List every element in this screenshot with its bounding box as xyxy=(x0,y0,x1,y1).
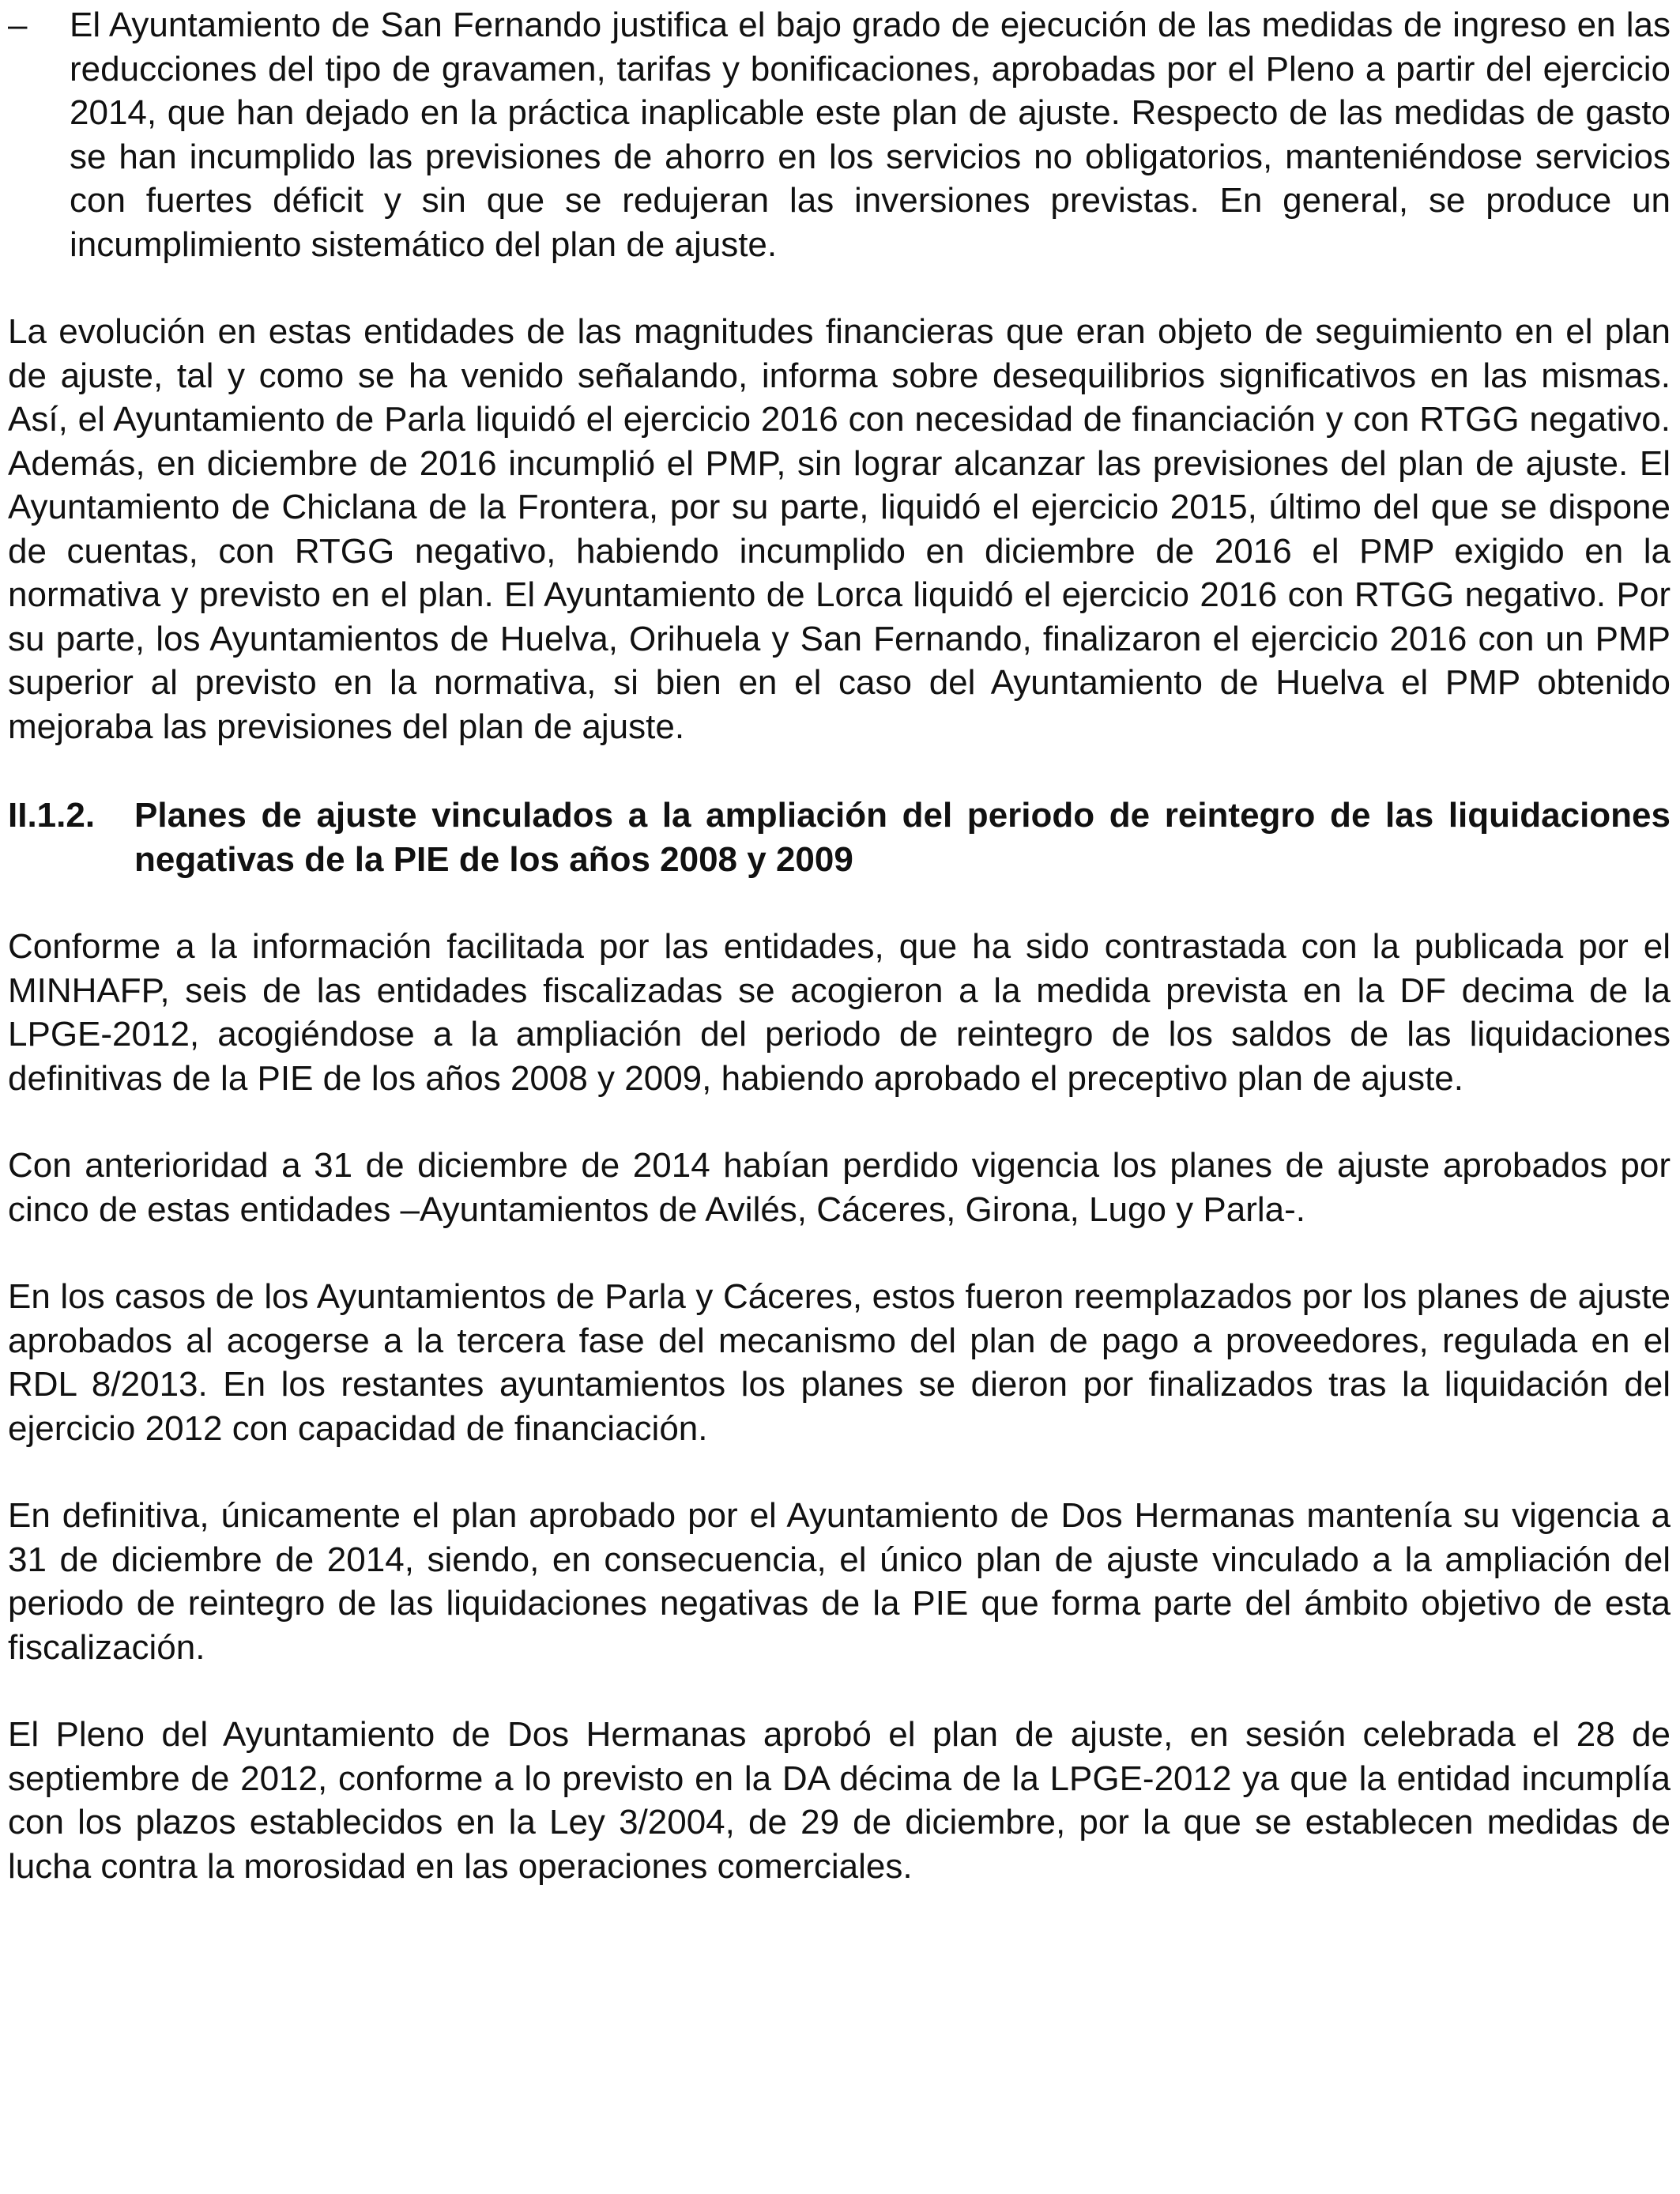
paragraph-anterioridad: Con anterioridad a 31 de diciembre de 2014 habían perdido vigencia los planes de ajuste aprobados por cinco de estas entidades –Ayuntamientos de Avilés, Cáceres, Girona, Lugo y Parla-. xyxy=(8,1146,1671,1229)
section-heading xyxy=(8,794,1671,881)
paragraph-financial-evolution: La evolución en estas entidades de las magnitudes financieras que eran objeto de seguimiento en el plan de ajuste, tal y como se ha venido señalando, informa sobre desequilibrios significativos en las mismas. Así, el Ayuntamiento de Parla liquidó el ejercicio 2016 con necesidad de financiación y con RTGG negativo. Además, en diciembre de 2016 incumplió el PMP, sin lograr alcanzar las previsiones del plan de ajuste. El Ayuntamiento de Chiclana de la Frontera, por su parte, liquidó el ejercicio 2015, último del que se dispone de cuentas, con RTGG negativo, habiendo incumplido en diciembre de 2016 el PMP exigido en la normativa y previsto en el plan. El Ayuntamiento de Lorca liquidó el ejercicio 2016 con RTGG negativo. Por su parte, los Ayuntamientos de Huelva, Orihuela y San Fernando, finalizaron el ejercicio 2016 con un PMP superior al previsto en la normativa, si bien en el caso del Ayuntamiento de Huelva el PMP obtenido mejoraba las previsiones del plan de ajuste. xyxy=(8,312,1671,746)
paragraph-conforme: Conforme a la información facilitada por las entidades, que ha sido contrastada con la publicada por el MINHAFP, seis de las entidades fiscalizadas se acogieron a la medida prevista en la DF decima de la LPGE-2012, acogiéndose a la ampliación del periodo de reintegro de los saldos de las liquidaciones definitivas de la PIE de los años 2008 y 2009, habiendo aprobado el preceptivo plan de ajuste. xyxy=(8,927,1671,1098)
bullet-dash: – xyxy=(8,6,28,44)
bullet-text: El Ayuntamiento de San Fernando justifica el bajo grado de ejecución de las medidas de ingreso en las reducciones del tipo de gravamen, tarifas y bonificaciones, aprobadas por el Pleno a partir del ejercicio 2014, que han dejado en la práctica inaplicable este plan de ajuste. Respecto de las medidas de gasto se han incumplido las previsiones de ahorro en los servicios no obligatorios, manteniéndose servicios con fuertes déficit y sin que se redujeran las inversiones previstas. En general, se produce un incumplimiento sistemático del plan de ajuste. xyxy=(70,6,1671,264)
section-title: Planes de ajuste vinculados a la ampliación del periodo de reintegro de las liquidaciones negativas de la PIE de los años 2008 y 2009 xyxy=(134,796,1671,879)
bullet-item xyxy=(8,3,1671,266)
paragraph-definitiva: En definitiva, únicamente el plan aprobado por el Ayuntamiento de Dos Hermanas mantenía su vigencia a 31 de diciembre de 2014, siendo, en consecuencia, el único plan de ajuste vinculado a la ampliación del periodo de reintegro de las liquidaciones negativas de la PIE que forma parte del ámbito objetivo de esta fiscalización. xyxy=(8,1496,1671,1667)
paragraph-parla-caceres: En los casos de los Ayuntamientos de Parla y Cáceres, estos fueron reemplazados por los planes de ajuste aprobados al acogerse a la tercera fase del mecanismo del plan de pago a proveedores, regulada en el RDL 8/2013. En los restantes ayuntamientos los planes se dieron por finalizados tras la liquidación del ejercicio 2012 con capacidad de financiación. xyxy=(8,1277,1671,1448)
document-page xyxy=(8,3,1671,1888)
section-number: II.1.2. xyxy=(8,796,96,835)
paragraph-pleno-dos-hermanas: El Pleno del Ayuntamiento de Dos Hermanas aprobó el plan de ajuste, en sesión celebrada el 28 de septiembre de 2012, conforme a lo previsto en la DA décima de la LPGE-2012 ya que la entidad incumplía con los plazos establecidos en la Ley 3/2004, de 29 de diciembre, por la que se establecen medidas de lucha contra la morosidad en las operaciones comerciales. xyxy=(8,1715,1671,1886)
